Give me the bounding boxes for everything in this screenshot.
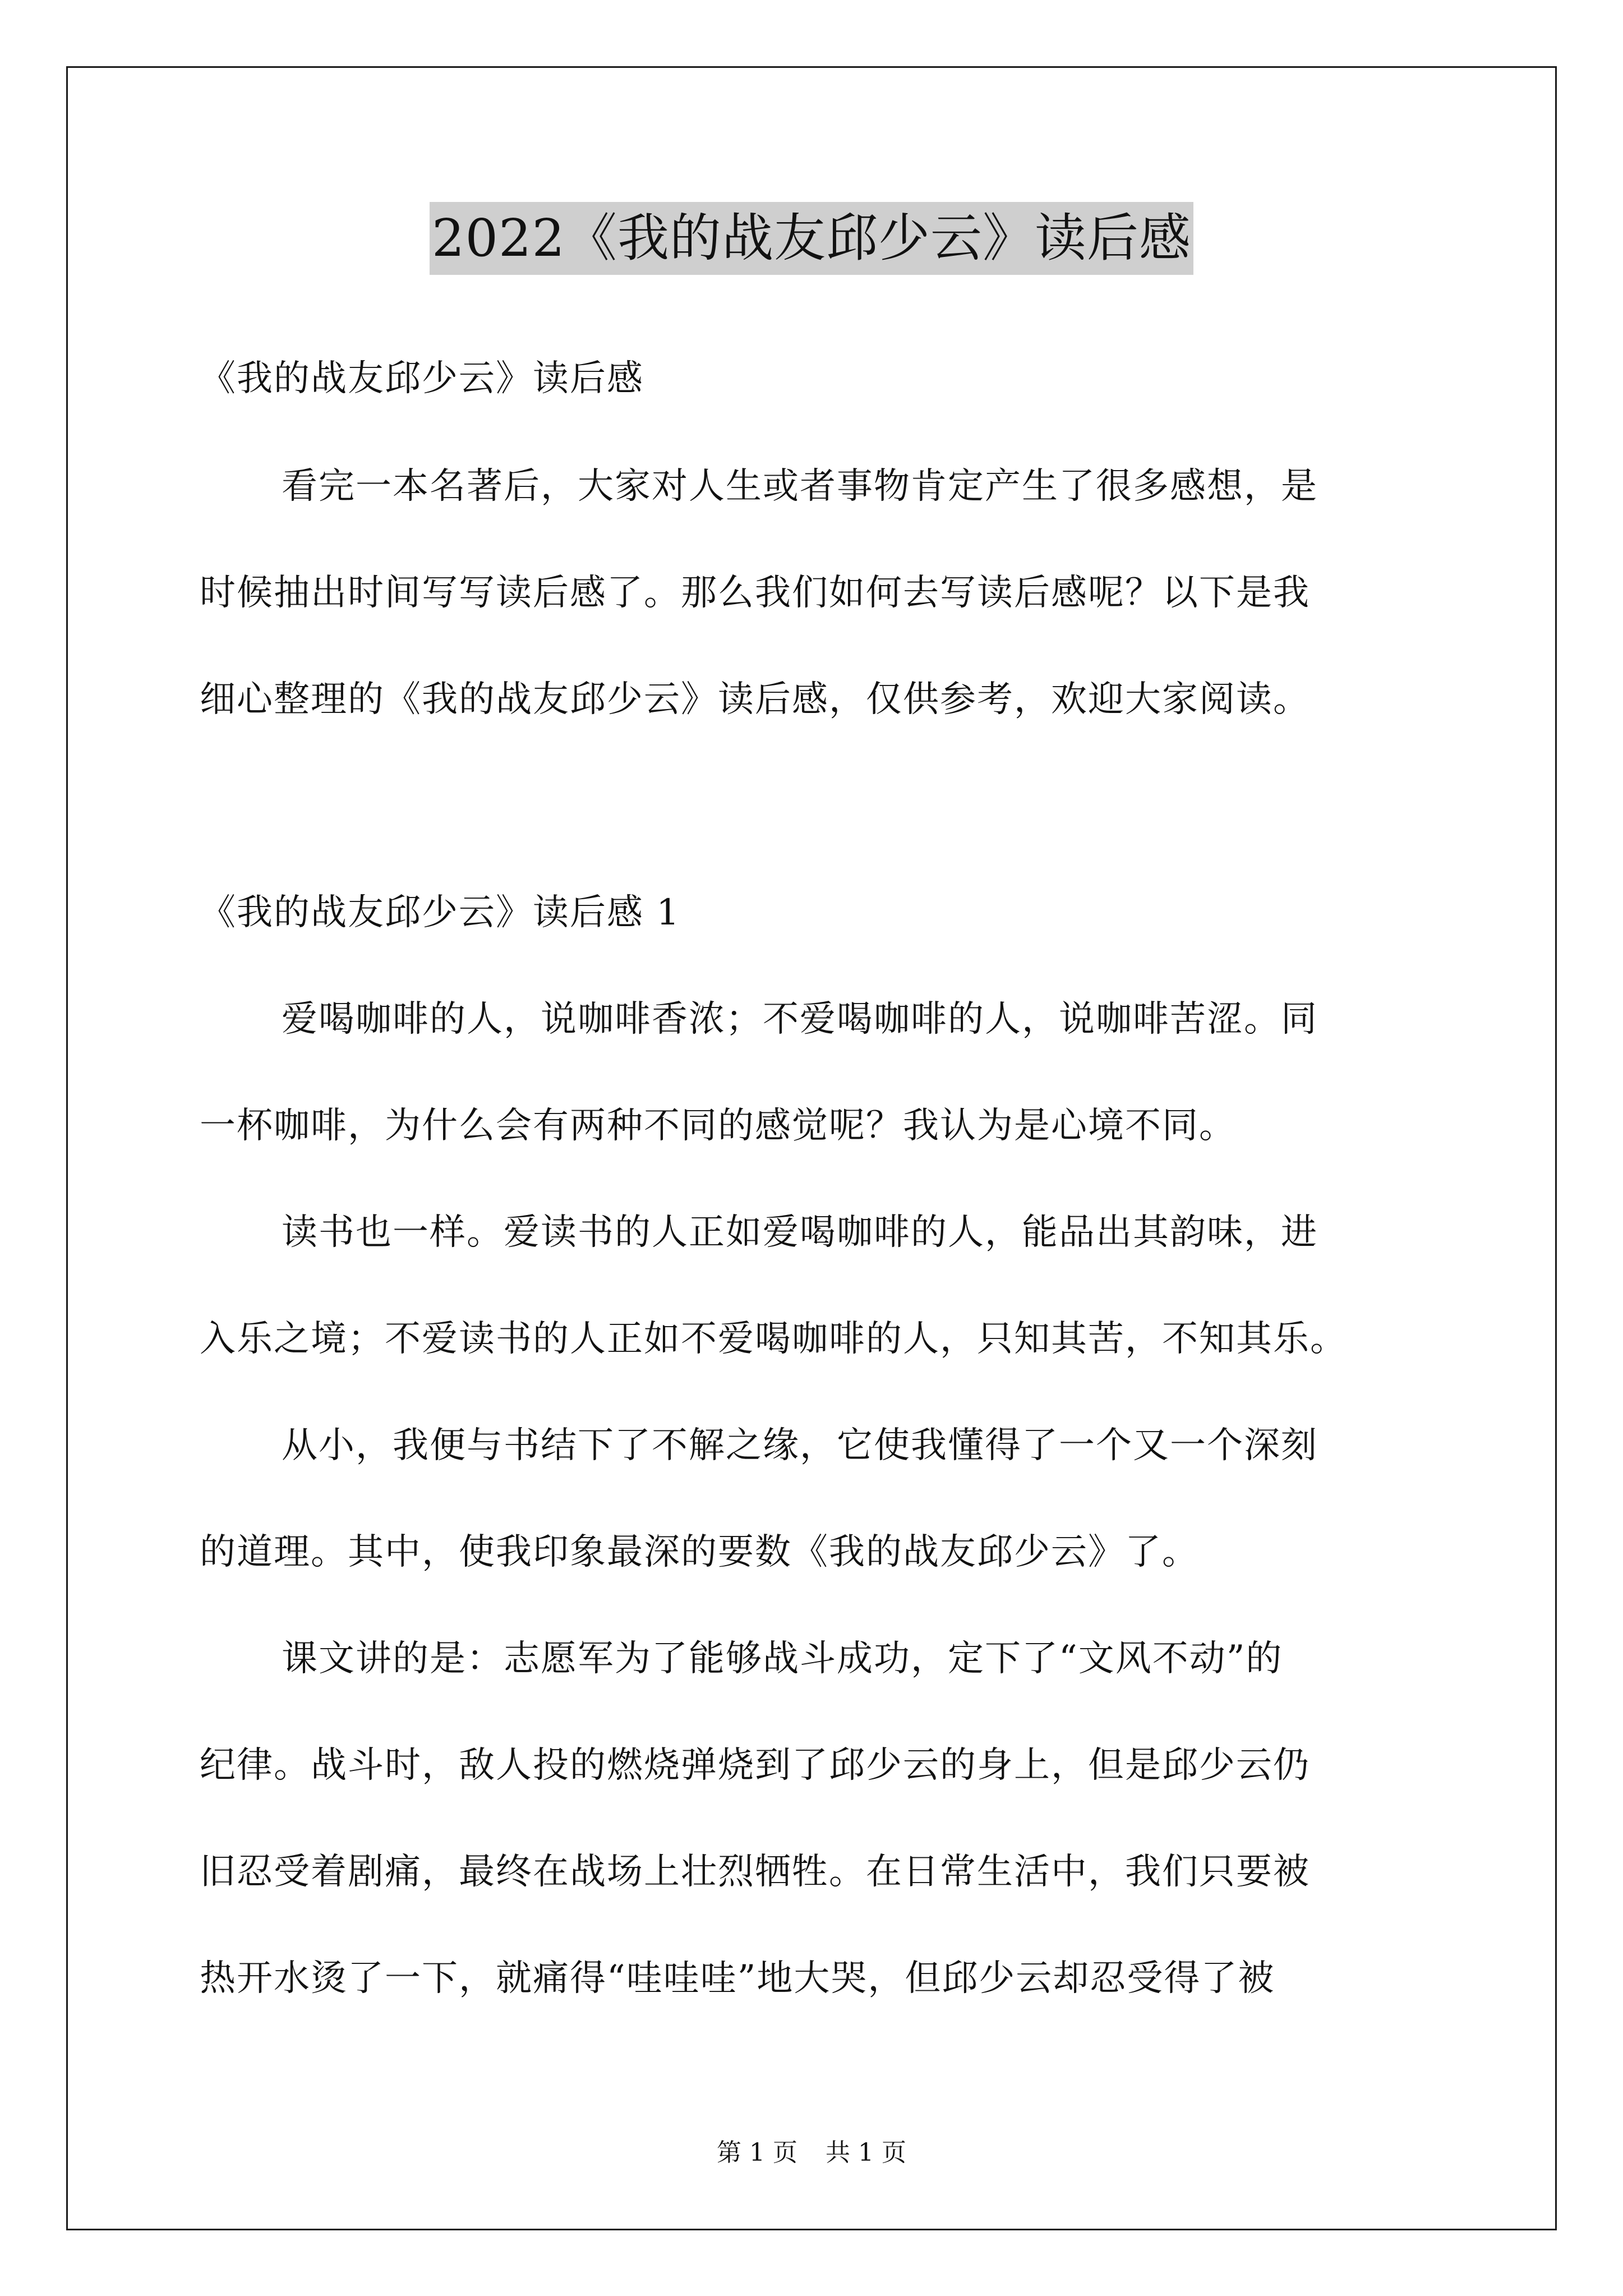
paragraph-line: 从小，我便与书结下了不解之缘，它使我懂得了一个又一个深刻 bbox=[282, 1425, 1318, 1466]
subtitle-line: 《我的战友邱少云》读后感 bbox=[200, 358, 644, 399]
title-container bbox=[0, 202, 1623, 275]
paragraph-line: 旧忍受着剧痛，最终在战场上壮烈牺牲。在日常生活中，我们只要被 bbox=[200, 1851, 1310, 1893]
paragraph-line: 课文讲的是：志愿军为了能够战斗成功，定下了“文风不动”的 bbox=[282, 1638, 1283, 1680]
paragraph-line: 爱喝咖啡的人，说咖啡香浓；不爱喝咖啡的人，说咖啡苦涩。同 bbox=[282, 999, 1318, 1040]
paragraph-line: 看完一本名著后，大家对人生或者事物肯定产生了很多感想，是 bbox=[282, 466, 1318, 507]
page-footer bbox=[0, 2136, 1623, 2170]
paragraph-line: 一杯咖啡，为什么会有两种不同的感觉呢？我认为是心境不同。 bbox=[200, 1105, 1236, 1147]
paragraph-line: 纪律。战斗时，敌人投的燃烧弹烧到了邱少云的身上，但是邱少云仍 bbox=[200, 1745, 1310, 1786]
page-total: 共 1 页 bbox=[826, 2138, 906, 2167]
paragraph-line: 读书也一样。爱读书的人正如爱喝咖啡的人，能品出其韵味，进 bbox=[282, 1212, 1318, 1253]
document-title: 2022《我的战友邱少云》读后感 bbox=[430, 202, 1193, 275]
paragraph-line: 细心整理的《我的战友邱少云》读后感，仅供参考，欢迎大家阅读。 bbox=[200, 679, 1310, 720]
page-number: 第 1 页 bbox=[717, 2138, 797, 2167]
paragraph-line: 时候抽出时间写写读后感了。那么我们如何去写读后感呢？以下是我 bbox=[200, 572, 1310, 614]
paragraph-line: 热开水烫了一下，就痛得“哇哇哇”地大哭，但邱少云却忍受得了被 bbox=[200, 1958, 1275, 1999]
paragraph-line: 的道理。其中，使我印象最深的要数《我的战友邱少云》了。 bbox=[200, 1531, 1199, 1573]
paragraph-line: 入乐之境；不爱读书的人正如不爱喝咖啡的人，只知其苦，不知其乐。 bbox=[200, 1318, 1347, 1360]
section-heading: 《我的战友邱少云》读后感 1 bbox=[200, 892, 681, 933]
